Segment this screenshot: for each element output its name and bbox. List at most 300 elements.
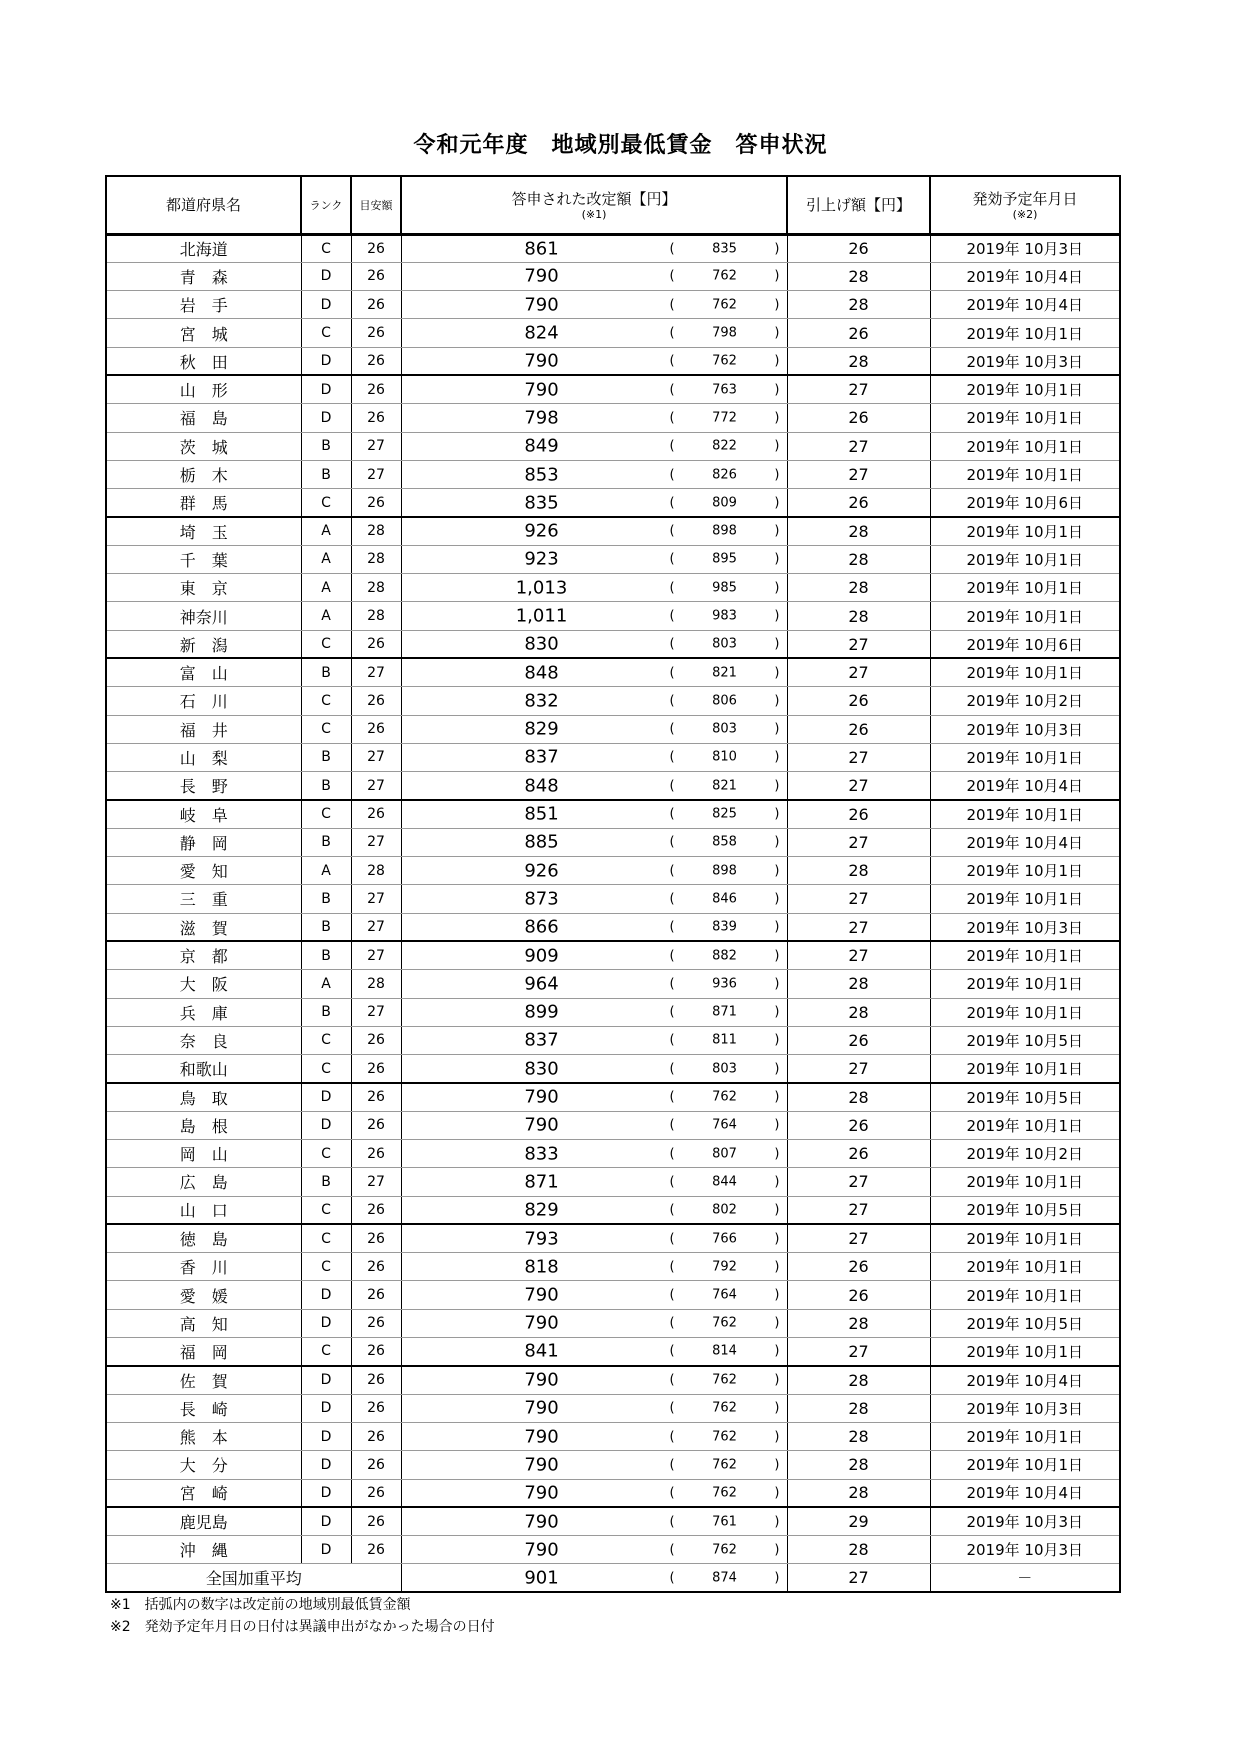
revised-wage-cell (401, 970, 787, 998)
meyasu-cell: 28 (351, 970, 401, 998)
revised-wage: 790 (524, 1482, 559, 1504)
revised-wage-cell (401, 375, 787, 403)
increase-cell: 28 (787, 574, 930, 602)
revised-wage-cell (401, 658, 787, 686)
previous-wage-value: 762 (712, 1457, 737, 1473)
previous-wage-value: 803 (712, 721, 737, 737)
effective-date-cell: 2019年 10月5日 (930, 1309, 1120, 1337)
minimum-wage-table (105, 175, 1121, 1593)
prefecture-name: 山 口 (106, 1196, 301, 1224)
increase-cell: 28 (787, 998, 930, 1026)
previous-wage: ( 809 ) (669, 495, 780, 511)
effective-date-cell: 2019年 10月1日 (930, 857, 1120, 885)
revised-wage-cell (401, 1224, 787, 1252)
previous-wage: ( 821 ) (669, 665, 780, 681)
revised-wage-cell (401, 1451, 787, 1479)
rank-cell: A (301, 602, 351, 630)
rank-cell: D (301, 1422, 351, 1450)
meyasu-cell: 26 (351, 1083, 401, 1111)
previous-wage: ( 761 ) (669, 1514, 780, 1530)
effective-date-cell: 2019年 10月1日 (930, 941, 1120, 969)
previous-wage: ( 898 ) (669, 863, 780, 879)
footnote-1: ※1 括弧内の数字は改定前の地域別最低賃金額 (110, 1597, 411, 1613)
increase-cell: 26 (787, 800, 930, 828)
rank-cell: A (301, 970, 351, 998)
previous-wage: ( 814 ) (669, 1343, 780, 1359)
rank-cell: C (301, 1196, 351, 1224)
table-row (106, 715, 1120, 743)
increase-cell: 26 (787, 489, 930, 517)
revised-wage-cell (401, 460, 787, 488)
prefecture-name: 鳥 取 (106, 1083, 301, 1111)
previous-wage-value: 762 (712, 297, 737, 313)
prefecture-name: 福 岡 (106, 1338, 301, 1366)
increase-cell: 27 (787, 1055, 930, 1083)
revised-wage-cell (401, 1507, 787, 1535)
header-effective-note: (※2) (1012, 208, 1038, 222)
revised-wage-cell (401, 800, 787, 828)
prefecture-name: 北海道 (106, 234, 301, 262)
rank-cell: C (301, 319, 351, 347)
table-row (106, 1338, 1120, 1366)
previous-wage: ( 763 ) (669, 382, 780, 398)
revised-wage: 790 (524, 1369, 559, 1391)
rank-cell: C (301, 489, 351, 517)
rank-cell: C (301, 715, 351, 743)
previous-wage-value: 764 (712, 1117, 737, 1133)
revised-wage-cell (401, 630, 787, 658)
revised-wage-cell (401, 913, 787, 941)
revised-wage-cell (401, 234, 787, 262)
table-row (106, 1196, 1120, 1224)
previous-wage: ( 766 ) (669, 1231, 780, 1247)
revised-wage-cell (401, 885, 787, 913)
meyasu-cell: 28 (351, 517, 401, 545)
prefecture-name: 宮 崎 (106, 1479, 301, 1507)
revised-wage-cell (401, 1309, 787, 1337)
rank-cell: C (301, 1140, 351, 1168)
previous-wage: ( 798 ) (669, 325, 780, 341)
previous-wage-value: 762 (712, 1485, 737, 1501)
meyasu-cell: 26 (351, 1111, 401, 1139)
previous-wage-value: 898 (712, 523, 737, 539)
previous-wage: ( 983 ) (669, 608, 780, 624)
effective-date-cell: 2019年 10月1日 (930, 460, 1120, 488)
increase-cell: 28 (787, 1083, 930, 1111)
increase-cell: 28 (787, 1422, 930, 1450)
effective-date-cell: 2019年 10月1日 (930, 1168, 1120, 1196)
prefecture-name: 群 馬 (106, 489, 301, 517)
header-increase: 引上げ額【円】 (787, 176, 930, 234)
revised-wage-cell (401, 1281, 787, 1309)
previous-wage: ( 882 ) (669, 948, 780, 964)
previous-wage: ( 822 ) (669, 438, 780, 454)
prefecture-name: 奈 良 (106, 1026, 301, 1054)
table-row (106, 630, 1120, 658)
prefecture-name: 愛 媛 (106, 1281, 301, 1309)
revised-wage: 848 (524, 662, 559, 684)
previous-wage-value: 858 (712, 834, 737, 850)
prefecture-name: 東 京 (106, 574, 301, 602)
increase-cell: 28 (787, 291, 930, 319)
previous-wage: ( 810 ) (669, 749, 780, 765)
meyasu-cell: 28 (351, 545, 401, 573)
effective-date-cell: 2019年 10月3日 (930, 715, 1120, 743)
rank-cell: C (301, 687, 351, 715)
effective-date-cell: 2019年 10月4日 (930, 1366, 1120, 1394)
table-row (106, 828, 1120, 856)
previous-wage: ( 874 ) (669, 1570, 780, 1586)
table-row (106, 1394, 1120, 1422)
revised-wage: 793 (524, 1228, 559, 1250)
effective-date-cell: 2019年 10月1日 (930, 743, 1120, 771)
revised-wage-cell (401, 1366, 787, 1394)
prefecture-name: 岐 阜 (106, 800, 301, 828)
increase-cell: 28 (787, 1366, 930, 1394)
table-row (106, 319, 1120, 347)
meyasu-cell: 28 (351, 857, 401, 885)
previous-wage-value: 826 (712, 467, 737, 483)
national-average-row (106, 1564, 1120, 1592)
meyasu-cell: 26 (351, 715, 401, 743)
rank-cell: B (301, 743, 351, 771)
rank-cell: B (301, 998, 351, 1026)
meyasu-cell: 26 (351, 319, 401, 347)
meyasu-cell: 26 (351, 1451, 401, 1479)
table-row (106, 1083, 1120, 1111)
meyasu-cell: 26 (351, 234, 401, 262)
rank-cell: D (301, 1451, 351, 1479)
increase-cell: 27 (787, 1168, 930, 1196)
meyasu-cell: 27 (351, 913, 401, 941)
prefecture-name: 高 知 (106, 1309, 301, 1337)
revised-wage: 861 (524, 238, 559, 260)
meyasu-cell: 28 (351, 574, 401, 602)
revised-wage: 899 (524, 1001, 559, 1023)
meyasu-cell: 27 (351, 658, 401, 686)
effective-date-cell: 2019年 10月1日 (930, 319, 1120, 347)
meyasu-cell: 26 (351, 1479, 401, 1507)
previous-wage-value: 846 (712, 891, 737, 907)
previous-wage: ( 802 ) (669, 1202, 780, 1218)
meyasu-cell: 27 (351, 772, 401, 800)
effective-date-cell: 2019年 10月3日 (930, 234, 1120, 262)
meyasu-cell: 26 (351, 347, 401, 375)
previous-wage: ( 762 ) (669, 1457, 780, 1473)
prefecture-name: 岩 手 (106, 291, 301, 319)
effective-date-cell: 2019年 10月1日 (930, 658, 1120, 686)
table-header-row (106, 176, 1120, 234)
revised-wage-cell (401, 941, 787, 969)
prefecture-name: 茨 城 (106, 432, 301, 460)
prefecture-name: 兵 庫 (106, 998, 301, 1026)
revised-wage: 964 (524, 973, 559, 995)
previous-wage: ( 762 ) (669, 1089, 780, 1105)
increase-cell: 27 (787, 1196, 930, 1224)
previous-wage-value: 803 (712, 1061, 737, 1076)
table-row (106, 291, 1120, 319)
revised-wage: 790 (524, 1397, 559, 1419)
meyasu-cell: 26 (351, 262, 401, 290)
previous-wage-value: 822 (712, 438, 737, 454)
meyasu-cell: 26 (351, 1055, 401, 1083)
effective-date-cell: 2019年 10月1日 (930, 602, 1120, 630)
revised-wage-cell (401, 319, 787, 347)
table-row (106, 545, 1120, 573)
meyasu-cell: 27 (351, 1168, 401, 1196)
previous-wage: ( 772 ) (669, 410, 780, 426)
revised-wage-cell (401, 545, 787, 573)
previous-wage: ( 803 ) (669, 636, 780, 652)
previous-wage-value: 806 (712, 693, 737, 709)
increase-cell: 27 (787, 375, 930, 403)
revised-wage: 790 (524, 1114, 559, 1136)
meyasu-cell: 26 (351, 1536, 401, 1564)
prefecture-name: 新 潟 (106, 630, 301, 658)
meyasu-cell: 26 (351, 1140, 401, 1168)
effective-date-cell: 2019年 10月4日 (930, 1479, 1120, 1507)
rank-cell: D (301, 1366, 351, 1394)
rank-cell: D (301, 1536, 351, 1564)
prefecture-name: 山 形 (106, 375, 301, 403)
meyasu-cell: 26 (351, 1394, 401, 1422)
table-row (106, 1026, 1120, 1054)
previous-wage-value: 792 (712, 1259, 737, 1275)
header-effective-date (930, 176, 1120, 234)
rank-cell: A (301, 545, 351, 573)
revised-wage-cell (401, 404, 787, 432)
increase-cell: 27 (787, 941, 930, 969)
revised-wage: 830 (524, 1058, 559, 1079)
increase-cell: 28 (787, 545, 930, 573)
prefecture-name: 熊 本 (106, 1422, 301, 1450)
meyasu-cell: 27 (351, 432, 401, 460)
effective-date-cell: 2019年 10月1日 (930, 998, 1120, 1026)
increase-cell: 26 (787, 1253, 930, 1281)
previous-wage: ( 985 ) (669, 580, 780, 596)
revised-wage-cell (401, 489, 787, 517)
increase-cell: 28 (787, 1309, 930, 1337)
revised-wage: 923 (524, 548, 559, 570)
previous-wage-value: 898 (712, 863, 737, 879)
table-row (106, 1168, 1120, 1196)
meyasu-cell: 26 (351, 800, 401, 828)
revised-wage-cell (401, 1338, 787, 1366)
revised-wage-cell (401, 1055, 787, 1083)
effective-date-cell: 2019年 10月1日 (930, 545, 1120, 573)
increase-cell: 26 (787, 234, 930, 262)
table-row (106, 1422, 1120, 1450)
revised-wage: 841 (524, 1340, 559, 1362)
average-date-cell: － (930, 1564, 1120, 1592)
revised-wage: 790 (524, 350, 559, 372)
previous-wage-value: 874 (712, 1570, 737, 1586)
revised-wage-cell (401, 772, 787, 800)
previous-wage: ( 936 ) (669, 976, 780, 992)
meyasu-cell: 27 (351, 941, 401, 969)
header-revised-note: (※1) (581, 208, 607, 222)
prefecture-name: 大 阪 (106, 970, 301, 998)
meyasu-cell: 26 (351, 1281, 401, 1309)
previous-wage: ( 858 ) (669, 834, 780, 850)
table-row (106, 1055, 1120, 1083)
revised-wage-cell (401, 347, 787, 375)
prefecture-name: 静 岡 (106, 828, 301, 856)
meyasu-cell: 26 (351, 1026, 401, 1054)
prefecture-name: 福 井 (106, 715, 301, 743)
increase-cell: 27 (787, 743, 930, 771)
increase-cell: 26 (787, 404, 930, 432)
rank-cell: B (301, 1168, 351, 1196)
revised-wage: 830 (524, 633, 559, 655)
previous-wage-value: 809 (712, 495, 737, 511)
revised-wage: 837 (524, 1029, 559, 1051)
rank-cell: B (301, 885, 351, 913)
meyasu-cell: 26 (351, 375, 401, 403)
previous-wage: ( 835 ) (669, 241, 780, 257)
header-revised-label: 答申された改定額【円】 (511, 190, 677, 209)
effective-date-cell: 2019年 10月6日 (930, 489, 1120, 517)
rank-cell: D (301, 1479, 351, 1507)
revised-wage-cell (401, 715, 787, 743)
meyasu-cell: 26 (351, 291, 401, 319)
table-body (106, 234, 1120, 1592)
meyasu-cell: 26 (351, 404, 401, 432)
meyasu-cell: 26 (351, 1507, 401, 1535)
revised-wage-cell (401, 1422, 787, 1450)
revised-wage: 835 (524, 492, 559, 514)
revised-wage-cell (401, 1026, 787, 1054)
previous-wage-value: 844 (712, 1174, 737, 1190)
revised-wage: 790 (524, 1284, 559, 1306)
rank-cell: D (301, 1083, 351, 1111)
meyasu-cell: 26 (351, 1338, 401, 1366)
effective-date-cell: 2019年 10月1日 (930, 1055, 1120, 1083)
revised-wage: 926 (524, 860, 559, 882)
increase-cell: 26 (787, 715, 930, 743)
previous-wage: ( 762 ) (669, 1485, 780, 1501)
revised-wage-cell (401, 1479, 787, 1507)
table-row (106, 687, 1120, 715)
increase-cell: 26 (787, 1111, 930, 1139)
effective-date-cell: 2019年 10月1日 (930, 517, 1120, 545)
previous-wage: ( 762 ) (669, 297, 780, 313)
previous-wage: ( 898 ) (669, 523, 780, 539)
prefecture-name: 佐 賀 (106, 1366, 301, 1394)
previous-wage-value: 772 (712, 410, 737, 426)
prefecture-name: 青 森 (106, 262, 301, 290)
rank-cell: A (301, 517, 351, 545)
effective-date-cell: 2019年 10月1日 (930, 1422, 1120, 1450)
previous-wage: ( 762 ) (669, 1372, 780, 1388)
table-row (106, 347, 1120, 375)
meyasu-cell: 26 (351, 1253, 401, 1281)
effective-date-cell: 2019年 10月3日 (930, 1536, 1120, 1564)
previous-wage: ( 844 ) (669, 1174, 780, 1190)
previous-wage-value: 983 (712, 608, 737, 624)
rank-cell: D (301, 291, 351, 319)
rank-cell: B (301, 913, 351, 941)
prefecture-name: 栃 木 (106, 460, 301, 488)
increase-cell: 26 (787, 319, 930, 347)
revised-wage: 790 (524, 1539, 559, 1561)
prefecture-name: 沖 縄 (106, 1536, 301, 1564)
average-wage-cell (401, 1564, 787, 1592)
revised-wage: 1,013 (515, 577, 568, 599)
meyasu-cell: 26 (351, 1309, 401, 1337)
table-row (106, 1451, 1120, 1479)
revised-wage: 832 (524, 690, 559, 712)
effective-date-cell: 2019年 10月3日 (930, 1507, 1120, 1535)
rank-cell: D (301, 262, 351, 290)
previous-wage: ( 807 ) (669, 1146, 780, 1162)
prefecture-name: 富 山 (106, 658, 301, 686)
revised-wage: 871 (524, 1171, 559, 1193)
effective-date-cell: 2019年 10月1日 (930, 432, 1120, 460)
revised-wage-cell (401, 291, 787, 319)
meyasu-cell: 28 (351, 602, 401, 630)
revised-wage: 790 (524, 265, 559, 287)
table-row (106, 1140, 1120, 1168)
increase-cell: 27 (787, 658, 930, 686)
increase-cell: 28 (787, 602, 930, 630)
effective-date-cell: 2019年 10月1日 (930, 1224, 1120, 1252)
table-row (106, 1224, 1120, 1252)
prefecture-name: 千 葉 (106, 545, 301, 573)
increase-cell: 27 (787, 1338, 930, 1366)
previous-wage: ( 821 ) (669, 778, 780, 794)
effective-date-cell: 2019年 10月5日 (930, 1026, 1120, 1054)
previous-wage-value: 762 (712, 1542, 737, 1558)
revised-wage: 790 (524, 379, 559, 401)
increase-cell: 29 (787, 1507, 930, 1535)
effective-date-cell: 2019年 10月1日 (930, 574, 1120, 602)
previous-wage-value: 762 (712, 1315, 737, 1331)
rank-cell: A (301, 574, 351, 602)
prefecture-name: 和歌山 (106, 1055, 301, 1083)
effective-date-cell: 2019年 10月2日 (930, 687, 1120, 715)
revised-wage-cell (401, 574, 787, 602)
previous-wage-value: 807 (712, 1146, 737, 1162)
table-row (106, 970, 1120, 998)
rank-cell: B (301, 432, 351, 460)
prefecture-name: 埼 玉 (106, 517, 301, 545)
increase-cell: 28 (787, 1451, 930, 1479)
revised-wage: 851 (524, 803, 559, 825)
previous-wage: ( 762 ) (669, 1315, 780, 1331)
prefecture-name: 滋 賀 (106, 913, 301, 941)
previous-wage-value: 821 (712, 778, 737, 794)
revised-wage: 790 (524, 1454, 559, 1476)
increase-cell: 27 (787, 913, 930, 941)
revised-wage: 866 (524, 916, 559, 938)
increase-cell: 26 (787, 1026, 930, 1054)
previous-wage-value: 835 (712, 241, 737, 257)
revised-wage: 790 (524, 1312, 559, 1334)
effective-date-cell: 2019年 10月3日 (930, 1394, 1120, 1422)
increase-cell: 27 (787, 432, 930, 460)
rank-cell: D (301, 1281, 351, 1309)
revised-wage: 885 (524, 831, 559, 853)
page-title: 令和元年度 地域別最低賃金 答申状況 (413, 133, 828, 158)
table-row (106, 1507, 1120, 1535)
increase-cell: 28 (787, 857, 930, 885)
revised-wage: 849 (524, 435, 559, 457)
revised-wage-cell (401, 262, 787, 290)
rank-cell: D (301, 1111, 351, 1139)
prefecture-name: 京 都 (106, 941, 301, 969)
table-row (106, 262, 1120, 290)
